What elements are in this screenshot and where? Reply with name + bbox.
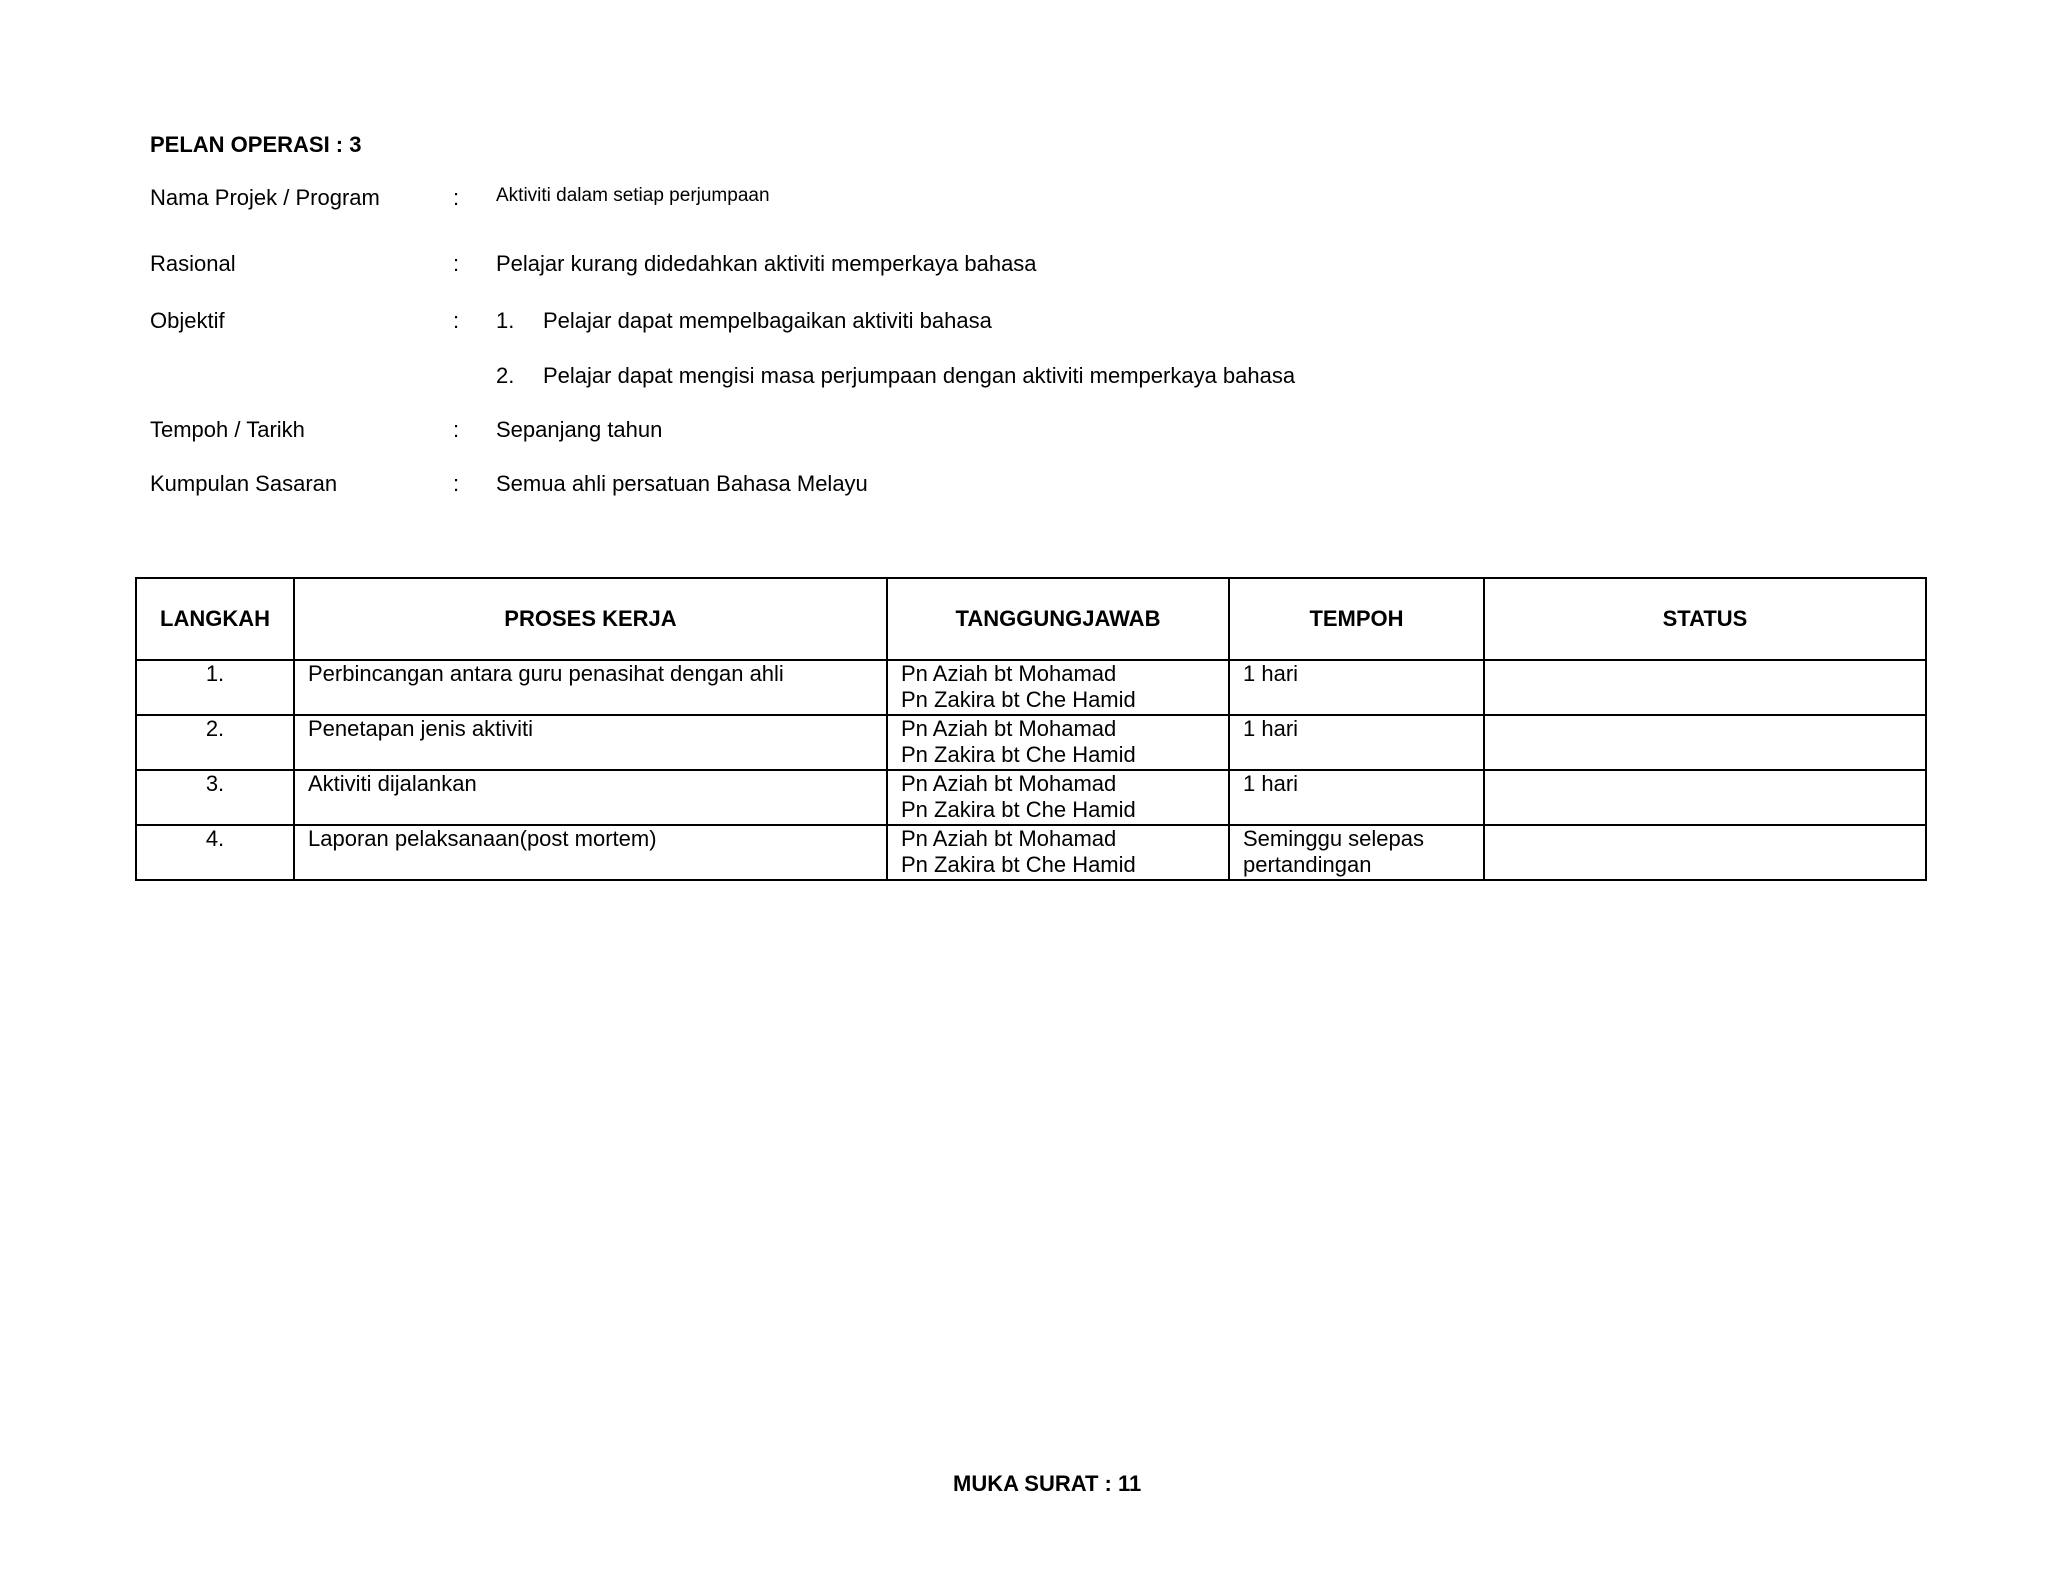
field-label: Objektif [150,308,225,333]
responsible-person: Pn Aziah bt Mohamad [901,826,1117,851]
responsible-person: Pn Zakira bt Che Hamid [901,742,1136,767]
duration-text: 1 hari [1243,661,1299,686]
responsible-person: Pn Aziah bt Mohamad [901,716,1117,741]
field-colon: : [453,308,460,333]
table-row [136,825,1926,880]
responsible-person: Pn Aziah bt Mohamad [901,771,1117,796]
field-value: Aktiviti dalam setiap perjumpaan [496,185,770,206]
cell-step: 1. [136,660,294,715]
objektif-item-number: 2. [496,363,515,388]
field-colon: : [453,185,460,210]
column-header-status: STATUS [1484,578,1926,660]
responsible-person: Pn Aziah bt Mohamad [901,661,1117,686]
cell-step: 4. [136,825,294,880]
cell-responsible [887,770,1229,825]
work-plan-table [135,577,1927,881]
field-label: Rasional [150,251,236,276]
cell-duration [1229,770,1484,825]
duration-text: 1 hari [1243,771,1299,796]
cell-process: Penetapan jenis aktiviti [294,715,887,770]
cell-responsible [887,825,1229,880]
cell-status [1484,715,1926,770]
field-value: Pelajar kurang didedahkan aktiviti memperkaya bahasa [496,251,1037,276]
table-header-row [136,578,1926,660]
cell-duration [1229,825,1484,880]
table-row [136,770,1926,825]
column-header-proses-kerja: PROSES KERJA [294,578,887,660]
cell-step: 3. [136,770,294,825]
objektif-item-text: Pelajar dapat mempelbagaikan aktiviti bahasa [543,308,992,333]
cell-step: 2. [136,715,294,770]
cell-responsible [887,715,1229,770]
responsible-person: Pn Zakira bt Che Hamid [901,797,1136,822]
cell-responsible [887,660,1229,715]
field-colon: : [453,471,460,496]
cell-process: Perbincangan antara guru penasihat dengan ahli [294,660,887,715]
field-label: Kumpulan Sasaran [150,471,338,496]
responsible-person: Pn Zakira bt Che Hamid [901,687,1136,712]
duration-text: pertandingan [1243,852,1372,877]
responsible-person: Pn Zakira bt Che Hamid [901,852,1136,877]
column-header-langkah: LANGKAH [136,578,294,660]
cell-duration [1229,660,1484,715]
table-row [136,660,1926,715]
cell-status [1484,660,1926,715]
page-number: MUKA SURAT : 11 [953,1471,1142,1496]
table-row [136,715,1926,770]
cell-process: Laporan pelaksanaan(post mortem) [294,825,887,880]
objektif-item-number: 1. [496,308,515,333]
cell-duration [1229,715,1484,770]
cell-status [1484,825,1926,880]
column-header-tempoh: TEMPOH [1229,578,1484,660]
field-label: Tempoh / Tarikh [150,417,305,442]
duration-text: 1 hari [1243,716,1299,741]
duration-text: Seminggu selepas [1243,826,1425,851]
field-colon: : [453,417,460,442]
field-value: Sepanjang tahun [496,417,663,442]
cell-process: Aktiviti dijalankan [294,770,887,825]
field-colon: : [453,251,460,276]
cell-status [1484,770,1926,825]
field-label: Nama Projek / Program [150,185,380,210]
objektif-item-text: Pelajar dapat mengisi masa perjumpaan dengan aktiviti memperkaya bahasa [543,363,1296,388]
document-title: PELAN OPERASI : 3 [150,132,362,157]
column-header-tanggungjawab: TANGGUNGJAWAB [887,578,1229,660]
field-value: Semua ahli persatuan Bahasa Melayu [496,471,868,496]
